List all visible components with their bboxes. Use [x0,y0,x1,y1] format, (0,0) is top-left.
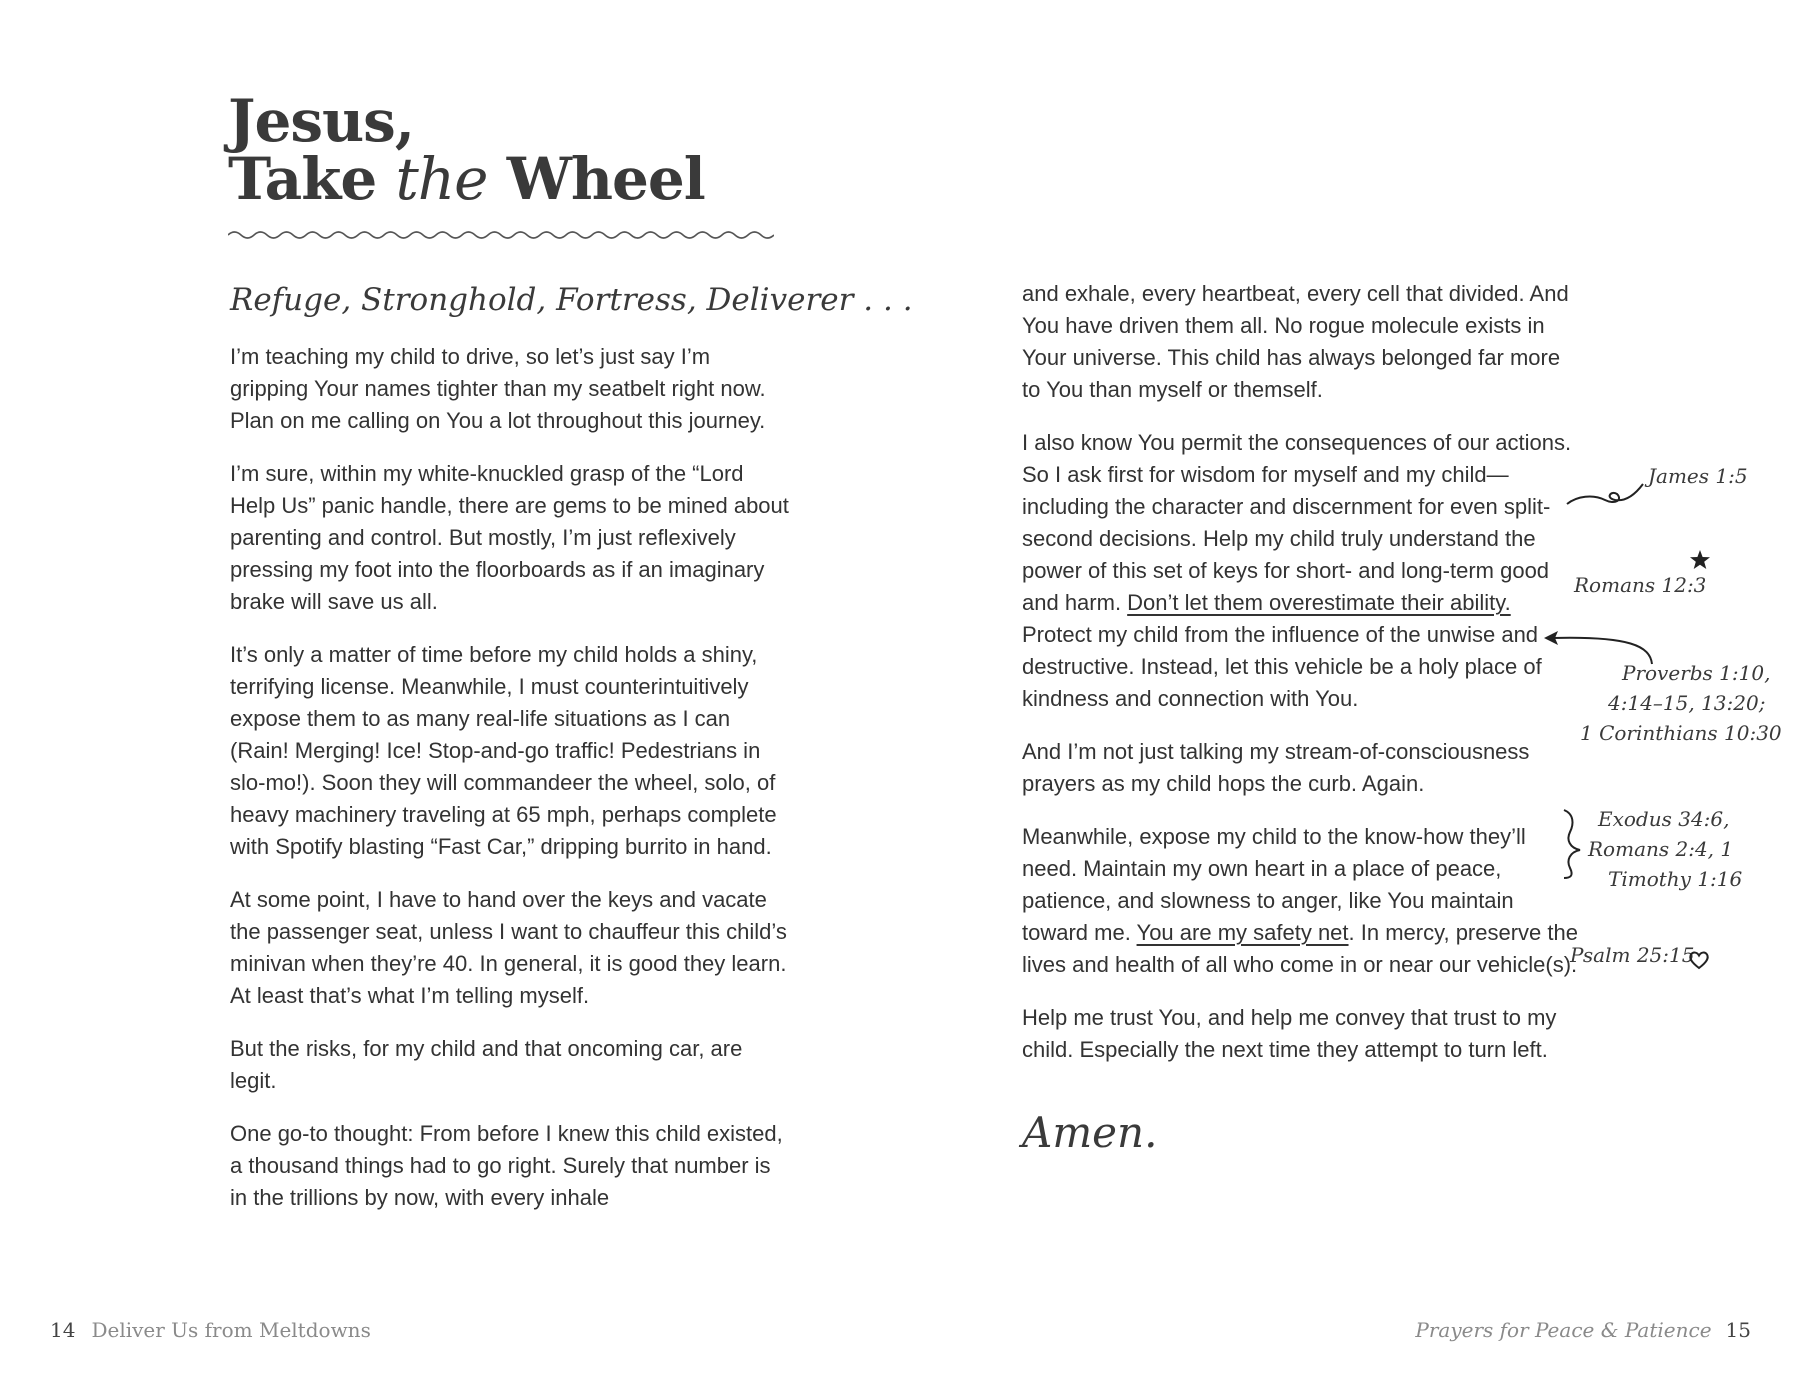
book-section-title: Deliver Us from Meltdowns [91,1318,371,1342]
underlined-text: You are my safety net [1136,920,1349,945]
note-james: James 1:5 [1648,464,1748,488]
paragraph: Help me trust You, and help me convey that trust to my child. Especially the next time they attempt to turn left. [1022,1005,1557,1062]
note-proverbs-1: Proverbs 1:10, [1622,661,1771,685]
paragraph: But the risks, for my child and that oncoming car, are legit. [230,1036,743,1093]
paragraph: At some point, I have to hand over the keys and vacate the passenger seat, unless I want to chauffeur this child’s minivan when they’re 40. In general, it is good they learn. At least that’s what I’m telling myself. [230,887,787,1008]
brace-icon [1560,808,1586,880]
note-exodus-3: Timothy 1:16 [1608,867,1743,891]
title-word-the: the [395,145,488,213]
text: . In mercy, preserve the lives and health of all who come in or near our vehicle(s). [1022,920,1578,977]
star-icon [1688,548,1712,572]
paragraph: and exhale, every heartbeat, every cell that divided. And You have driven them all. No rogue molecule exists in Your universe. This child has always belonged far more to You than myself or themself. [1022,281,1569,402]
amen-signature: Amen. [1022,1108,1158,1157]
title-line-2 [228,145,705,213]
paragraph [1022,821,1582,981]
note-romans: Romans 12:3 [1574,573,1707,597]
note-proverbs-2: 4:14–15, 13:20; [1608,691,1766,715]
names-subtitle: Refuge, Stronghold, Fortress, Deliverer . . . [230,282,913,318]
paragraph [1022,427,1582,715]
page-number-right: 15 [1725,1318,1751,1342]
paragraph: I’m teaching my child to drive, so let’s just say I’m gripping Your names tighter than my seatbelt right now. Plan on me calling on You a lot throughout this journey. [230,344,766,433]
paragraph: One go-to thought: From before I knew this child existed, a thousand things had to go right. Surely that number is in the trillions by now, with every inhale [230,1121,783,1210]
page-number-left: 14 [50,1318,76,1342]
chapter-title: Prayers for Peace & Patience [1415,1318,1712,1342]
paragraph: And I’m not just talking my stream-of-consciousness prayers as my child hops the curb. Again. [1022,739,1530,796]
text: Meanwhile, expose my child to the know-how they’ll need. Maintain my own heart in a place of peace, patience, and slowness to anger, like You maintain toward me. [1022,824,1526,945]
right-column [1022,278,1582,1087]
paragraph: I’m sure, within my white-knuckled grasp of the “Lord Help Us” panic handle, there are gems to be mined about parenting and control. But mostly, I’m just reflexively pressing my foot into the floorboards as if an imaginary brake will save us all. [230,461,789,614]
underlined-text: Don’t let them overestimate their ability. [1127,590,1511,615]
title-word-take: Take [228,145,377,213]
loop-arrow-icon [1565,478,1645,508]
wavy-divider [228,228,774,242]
note-exodus-1: Exodus 34:6, [1598,807,1730,831]
paragraph: It’s only a matter of time before my child holds a shiny, terrifying license. Meanwhile, I must counterintuitively expose them to as many real-life situations as I can (Rain! Merging! Ice! Stop-and-go traffic! Pedestrians in slo-mo!). Soon they will commandeer the wheel, solo, of heavy machinery traveling at 65 mph, perhaps complete with Spotify blasting “Fast Car,” dripping burrito in hand. [230,642,777,859]
note-proverbs-3: 1 Corinthians 10:30 [1580,721,1782,745]
text: Protect my child from the influence of the unwise and destructive. Instead, let this vehicle be a holy place of kindness and connection with You. [1022,622,1542,711]
title-word-wheel: Wheel [506,145,705,213]
title-line-1: Jesus, [228,87,415,155]
footer-left [50,1318,371,1342]
text: I also know You permit the consequences of our actions. So I ask first for wisdom for myself and my child—including the character and discernment for even split-second decisions. Help my child truly understand the power of this set of keys for short- and long-term good and harm. [1022,430,1572,615]
footer-right [1415,1318,1751,1342]
page-title [228,87,705,213]
left-column [230,341,790,1235]
note-psalm: Psalm 25:15 [1570,943,1695,967]
note-exodus-2: Romans 2:4, 1 [1588,837,1734,861]
heart-icon [1688,950,1710,970]
